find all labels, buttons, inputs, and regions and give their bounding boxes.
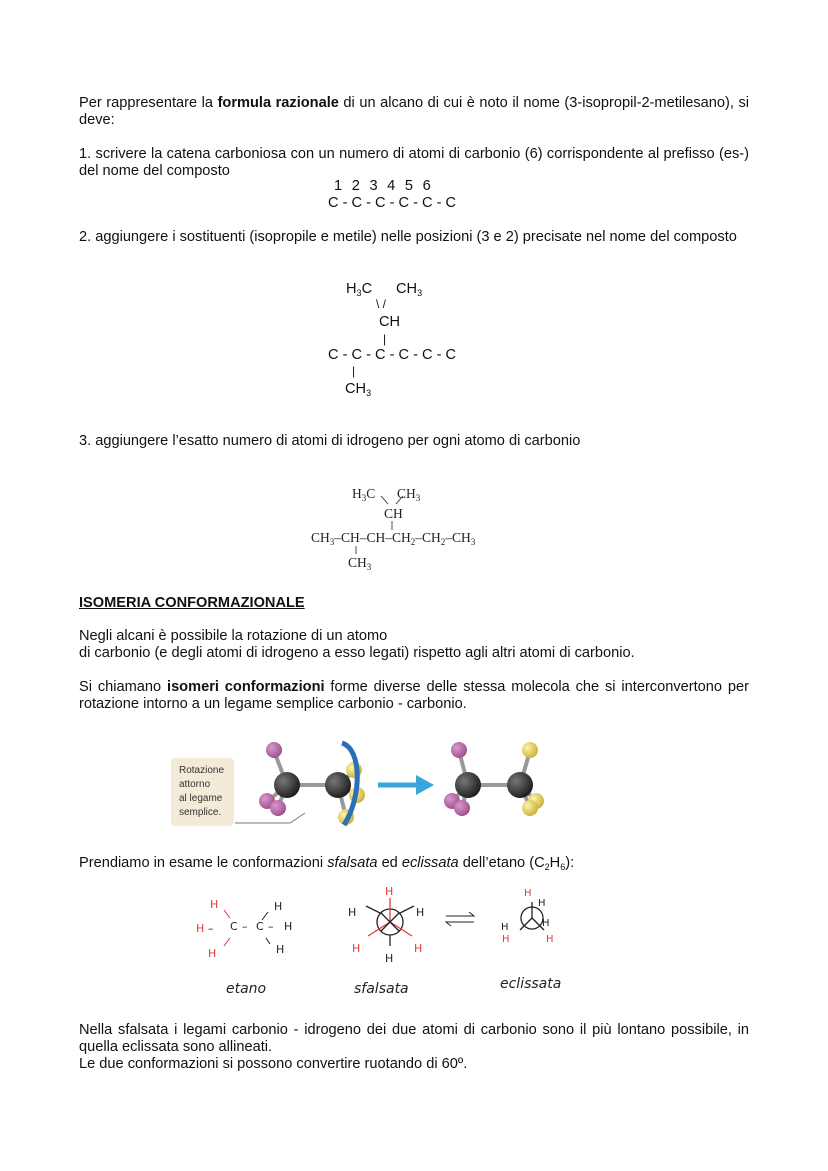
rotation-caption: Rotazione attorno al legame semplice. [171,758,234,826]
svg-text:H: H [542,918,550,929]
step2-chain: C - C - C - C - C - C [328,347,457,363]
hydrogen-atom [451,742,467,758]
svg-text:H: H [196,922,205,935]
step3-chain: $CH_3-CH-CH-CH_2-CH_2-CH_3$ [311,530,476,547]
para2-bold: isomeri conformazioni [167,679,325,695]
hydrogen-atom [270,800,286,816]
eclissata-italic: eclissata [401,855,459,871]
carbon-atom [455,772,481,798]
intro-text: Per rappresentare la [79,95,218,111]
para3: Prendiamo in esame le conformazioni sfalsata ed eclissata dell’etano $(C_2H_6)$: [79,855,575,872]
step2-ch3-top: $CH_3$ [396,281,423,298]
caption-pointer [235,813,305,823]
svg-text:C: C [256,920,264,933]
step3-ch3-top: $CH_3$ [397,486,421,503]
hydrogen-atom [266,742,282,758]
rotation-figure [230,735,570,835]
final-line2: Le due conformazioni si possono convertire ruotando di 60º. [79,1056,468,1072]
label-etano: etano [226,981,267,997]
svg-text:H: H [385,952,394,965]
svg-text:H: H [284,920,293,933]
svg-text:–: – [242,920,248,933]
hydrogen-atom [454,800,470,816]
step3-text [79,433,749,450]
intro-text-after: di un alcano di cui è noto il nome (3-isopropil-2-metilesano), si deve: [79,95,749,128]
step1-text [79,146,749,180]
carbon-atom [507,772,533,798]
svg-text:H: H [414,942,423,955]
step3-ch: CH [384,506,403,521]
svg-text:H: H [501,922,509,933]
final-line1: Nella sfalsata i legami carbonio - idrogeno dei due atomi di carbonio sono il più lontano possibile, in quella eclissata sono allineati. [79,1022,749,1055]
svg-text:H: H [348,906,357,919]
svg-text:C: C [230,920,238,933]
step2-label: 2. aggiungere i sostituenti (isopropile e metile) nelle posizioni (3 e 2) precisate nel nome del composto [79,229,737,245]
step3-ch3-bottom: $CH_3$ [348,555,372,572]
para2: Si chiamano isomeri conformazioni forme diverse delle stessa molecola che si interconvertono per rotazione intorno a un legame semplice carbonio - carbonio. [79,679,749,712]
svg-text:–: – [268,920,274,933]
svg-text:H: H [352,942,361,955]
step2-bonds: \ / [376,297,387,311]
para1-line2: di carbonio (e degli atomi di idrogeno a esso legati) rispetto agli altri atomi di carbonio. [79,645,635,661]
step2-ch: CH [379,314,401,330]
label-sfalsata: sfalsata [354,981,409,997]
svg-text:H: H [538,898,546,909]
para1-line1: Negli alcani è possibile la rotazione di un atomo [79,628,388,644]
para1 [79,628,635,662]
svg-text:H: H [524,888,532,899]
step2-h3c: $H_3C$ [346,281,373,298]
step2-text [79,229,749,246]
step2-vbar2: | [352,364,356,378]
step1-label: 1. scrivere la catena carboniosa con un numero di atomi di carbonio (6) corrispondente al prefisso (es-) del nome del composto [79,146,749,179]
svg-text:H: H [546,934,554,945]
svg-text:H: H [208,947,217,960]
section-heading: ISOMERIA CONFORMAZIONALE [79,595,305,611]
carbon-atom [325,772,351,798]
intro-bold: formula razionale [217,95,339,111]
label-eclissata: eclissata [500,976,562,992]
conformation-sketch [190,880,610,1005]
svg-text:H: H [210,898,219,911]
step1-chain: C - C - C - C - C - C [328,195,457,211]
svg-text:H: H [274,900,283,913]
step3-h3c: $H_3C$ [352,486,376,503]
hydrogen-atom [522,742,538,758]
carbon-atom [274,772,300,798]
svg-text:H: H [502,934,510,945]
hydrogen-atom [522,800,538,816]
step3-structure [300,480,540,580]
sfalsata-italic: sfalsata [327,855,378,871]
intro-paragraph [79,95,749,129]
final-paragraph [79,1022,749,1073]
svg-text:H: H [385,885,394,898]
svg-text:–: – [208,922,214,935]
svg-text:H: H [416,906,425,919]
step2-vbar: | [383,332,387,346]
step1-numbers: 1 2 3 4 5 6 [334,178,432,194]
step2-ch3-bottom: $CH_3$ [345,381,372,398]
svg-text:H: H [276,943,285,956]
step3-label: 3. aggiungere l’esatto numero di atomi di idrogeno per ogni atomo di carbonio [79,433,581,449]
